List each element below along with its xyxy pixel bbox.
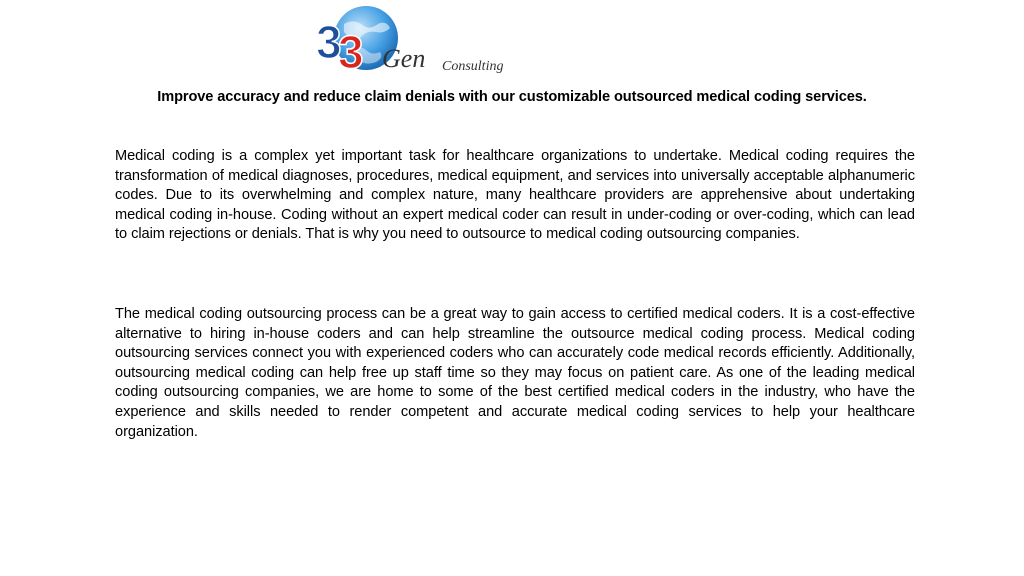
body-paragraph-2: The medical coding outsourcing process can be a great way to gain access to certified medical coders. It is a cost-effective alternative to hiring in-house coders and can help streamline the outsource medical coding process. Medical coding outsourcing services connect you with experienced coders who can accurately code medical records efficiently. Additionally, outsourcing medical coding can help free up staff time so they may focus on patient care. As one of the leading medical coding outsourcing companies, we are home to some of the best certified medical coders in the industry, who have the experience and skills needed to render competent and accurate medical coding services to help your healthcare organization.	[115, 306, 915, 440]
headline: Improve accuracy and reduce claim denials with our customizable outsourced medical coding services.	[157, 89, 867, 105]
body-paragraph-1: Medical coding is a complex yet important task for healthcare organizations to undertake. Medical coding requires the transformation of medical diagnoses, procedures, medical equipment, and services into universally acceptable alphanumeric codes. Due to its overwhelming and complex nature, many healthcare providers are apprehensive about undertaking medical coding in-house. Coding without an expert medical coder can result in under-coding or over-coding, which can lead to claim rejections or denials. That is why you need to outsource to medical coding outsourcing companies.	[115, 148, 915, 243]
logo-number-blue: 3	[316, 16, 342, 68]
company-logo	[314, 4, 520, 78]
logo-word-consulting: Consulting	[442, 59, 504, 74]
logo-graphic	[314, 4, 520, 78]
logo-number-red: 3	[338, 26, 364, 78]
logo-word-gen: Gen	[382, 44, 426, 73]
